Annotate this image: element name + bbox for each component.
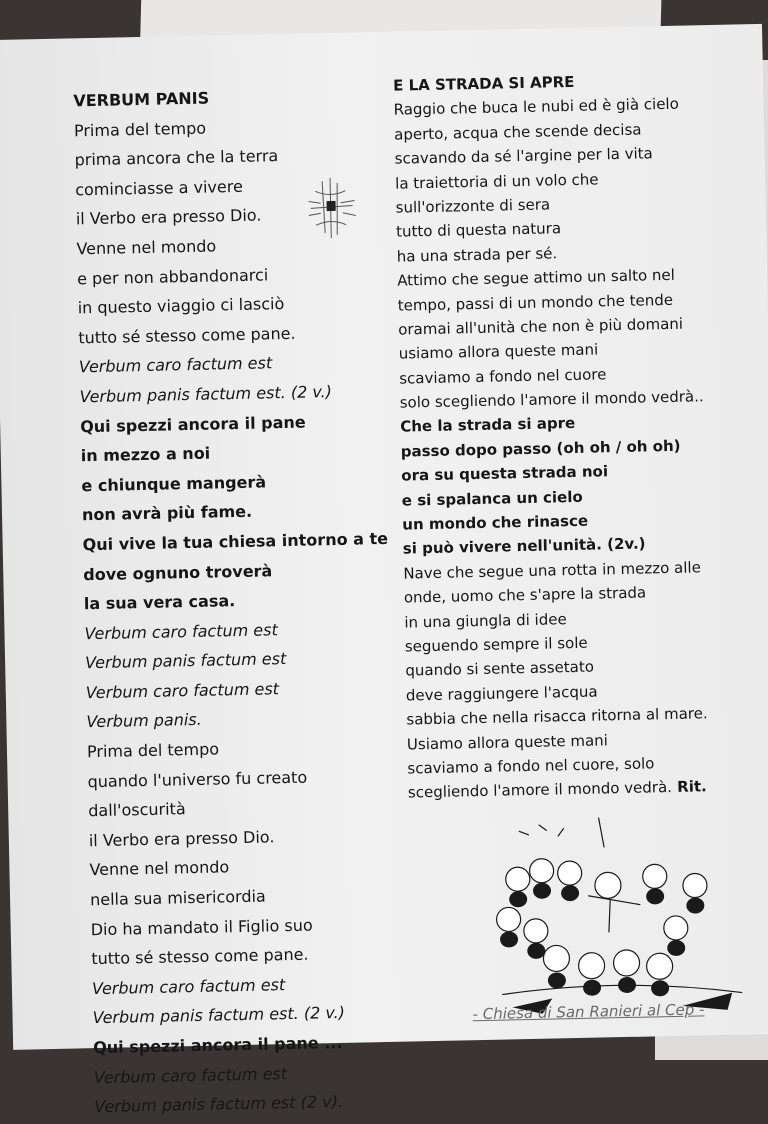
left-song-line: Verbum caro factum est xyxy=(91,974,286,998)
right-song-line: aperto, acqua che scende decisa xyxy=(393,120,642,144)
left-song-line: la sua vera casa. xyxy=(83,591,236,614)
left-song-line: Verbum panis factum est. (2 v.) xyxy=(79,381,333,407)
left-song-line: Verbum caro factum est xyxy=(84,619,278,643)
footer-church-name: - Chiesa di San Ranieri al Cep - xyxy=(472,1000,705,1024)
left-song-line: Verbum panis. xyxy=(86,710,202,732)
left-song-line: Prima del tempo xyxy=(73,118,207,140)
right-song-lines xyxy=(393,91,768,806)
right-song-line: Nave che segue una rotta in mezzo alle xyxy=(403,558,702,583)
left-song-line: in mezzo a noi xyxy=(80,443,211,466)
left-song-line: il Verbo era presso Dio. xyxy=(75,205,262,229)
children-circle-illustration xyxy=(479,814,763,1020)
left-song-line: in questo viaggio ci lasciò xyxy=(77,294,285,318)
right-song-line: tutto di questa natura xyxy=(396,219,562,241)
left-song-line: Verbum caro factum est xyxy=(85,679,280,703)
right-song-line: scavando da sé l'argine per la vita xyxy=(394,144,653,168)
right-song-line: scaviamo a fondo nel cuore xyxy=(399,364,607,388)
left-song-line: dove ognuno troverà xyxy=(83,560,273,584)
right-song xyxy=(393,66,768,805)
left-song-line: il Verbo era presso Dio. xyxy=(88,827,275,851)
right-song-line: si può vivere nell'unità. (2v.) xyxy=(402,534,646,558)
right-song-line: oramai all'unità che non è più domani xyxy=(398,314,684,339)
left-song-line: prima ancora che la terra xyxy=(74,146,279,170)
cross-emblem-icon xyxy=(300,172,361,243)
right-song-line: ora su questa strada noi xyxy=(401,462,609,485)
right-song-line: solo scegliendo l'amore il mondo vedrà.. xyxy=(399,387,704,412)
right-song-line: in una giungla di idee xyxy=(404,609,567,632)
left-song-line: e chiunque mangerà xyxy=(81,472,267,496)
right-song-line: deve raggiungere l'acqua xyxy=(405,682,598,705)
right-song-line: scaviamo a fondo nel cuore, solo xyxy=(407,754,655,778)
right-song-line: sull'orizzonte di sera xyxy=(395,195,551,217)
right-song-line-text: scegliendo l'amore il mondo vedrà. xyxy=(407,778,673,802)
right-song-line: seguendo sempre il sole xyxy=(404,633,588,656)
left-song-line: tutto sé stesso come pane. xyxy=(91,944,309,969)
left-song-line: Verbum caro factum est xyxy=(78,353,273,377)
left-song-line: Verbum panis factum est. (2 v.) xyxy=(92,1003,346,1028)
left-song-line: Verbum panis factum est xyxy=(84,649,287,673)
right-song-line: Che la strada si apre xyxy=(400,414,576,437)
right-song-line: un mondo che rinasce xyxy=(402,511,589,534)
song-sheet xyxy=(0,24,768,1117)
left-song-line: Dio ha mandato il Figlio suo xyxy=(90,915,313,939)
right-song-line: la traiettoria di un volo che xyxy=(394,169,599,193)
left-song-line: dall'oscurità xyxy=(88,799,186,821)
right-song-line: Raggio che buca le nubi ed è già cielo xyxy=(393,95,679,120)
right-song-line: ha una strada per sé. xyxy=(396,244,558,266)
right-song-line: passo dopo passo (oh oh / oh oh) xyxy=(400,436,681,461)
left-song-title: VERBUM PANIS xyxy=(73,88,210,111)
left-song-line: quando l'universo fu creato xyxy=(87,767,308,791)
right-song-line: sabbia che nella risacca ritorna al mare. xyxy=(406,704,708,729)
left-song-line: Venne nel mondo xyxy=(76,236,217,259)
right-song-line: usiamo allora queste mani xyxy=(398,340,599,363)
left-song-line: nella sua misericordia xyxy=(89,886,266,910)
left-song-line: Qui spezzi ancora il pane xyxy=(79,412,306,436)
right-song-refrain-marker: Rit. xyxy=(671,777,707,797)
right-song-line: quando si sente assetato xyxy=(405,657,595,680)
left-song-line: Verbum caro factum est xyxy=(93,1063,288,1087)
left-song-lines xyxy=(74,109,425,1122)
right-song-line: Attimo che segue attimo un salto nel xyxy=(397,265,676,290)
left-song-line: Qui vive la tua chiesa intorno a te xyxy=(82,528,389,555)
left-song-line: Venne nel mondo xyxy=(89,857,230,880)
right-song-line: Usiamo allora queste mani xyxy=(406,730,609,754)
right-song-line: onde, uomo che s'apre la strada xyxy=(403,583,647,607)
left-song-line: e per non abbandonarci xyxy=(76,264,269,288)
left-song-line: tutto sé stesso come pane. xyxy=(78,323,296,348)
left-song-line: non avrà più fame. xyxy=(81,502,253,525)
right-song-line: tempo, passi di un mondo che tende xyxy=(397,290,674,315)
right-song-title: E LA STRADA SI APRE xyxy=(392,72,575,95)
left-song-line: Qui spezzi ancora il pane ... xyxy=(93,1032,343,1058)
left-song-line: Verbum panis factum est (2 v). xyxy=(94,1092,344,1117)
left-song-line: cominciasse a vivere xyxy=(75,176,243,200)
left-song xyxy=(73,79,425,1121)
left-song-line: Prima del tempo xyxy=(86,739,220,762)
right-song-line: e si spalanca un cielo xyxy=(401,487,583,510)
